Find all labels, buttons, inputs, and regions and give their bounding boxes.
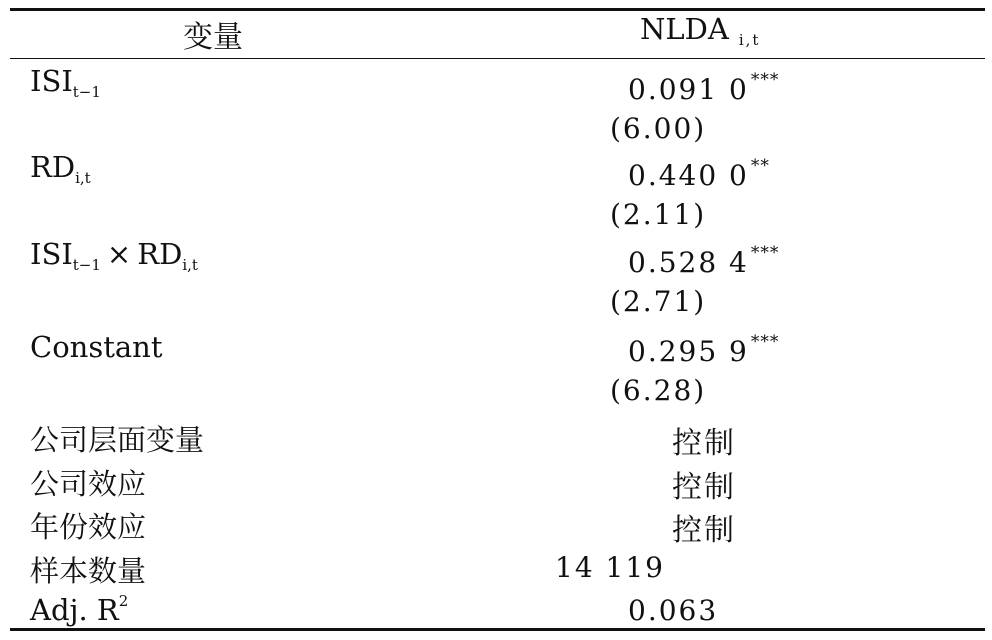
header-model	[640, 12, 760, 49]
table-bottom-rule	[10, 628, 985, 631]
row-label-year-effects: 年份效应	[30, 510, 147, 544]
table-top-rule	[10, 8, 985, 11]
row-label-constant: Constant	[30, 330, 163, 364]
control-firm-effects: 控制	[672, 470, 736, 505]
row-label-text: ISI	[30, 64, 73, 98]
row-label-text: Adj. R	[30, 593, 119, 627]
header-model-subscript: i,t	[738, 31, 761, 49]
times-symbol: ×	[106, 237, 132, 271]
coef-isi	[628, 70, 779, 106]
coef-constant	[628, 332, 779, 368]
control-firm-controls: 控制	[672, 426, 736, 461]
tstat-isi: (6.00)	[610, 112, 707, 145]
coef-value: 0.091 0	[628, 73, 749, 106]
row-label-sample: 样本数量	[30, 554, 147, 588]
header-variable: 变量	[183, 20, 243, 55]
sample-value: 14 119	[555, 551, 665, 584]
row-label-subscript: i,t	[75, 169, 91, 187]
adj-r2-value: 0.063	[628, 594, 719, 627]
tstat-isi-x-rd: (2.71)	[610, 285, 707, 318]
significance-stars: ***	[750, 70, 780, 90]
header-model-name: NLDA	[640, 12, 729, 46]
control-year-effects: 控制	[672, 513, 736, 548]
row-label-firm-controls: 公司层面变量	[30, 423, 205, 457]
table-header-rule	[10, 58, 985, 59]
row-label-text-2: RD	[137, 237, 183, 271]
coef-isi-x-rd	[628, 243, 779, 279]
row-label-isi-x-rd	[30, 237, 198, 274]
significance-stars: **	[750, 156, 770, 176]
coef-value: 0.440 0	[628, 159, 749, 192]
tstat-rd: (2.11)	[610, 198, 707, 231]
row-label-subscript-2: i,t	[182, 256, 198, 274]
significance-stars: ***	[750, 332, 780, 352]
superscript: 2	[118, 592, 129, 610]
row-label-text: RD	[30, 150, 76, 184]
row-label-rd	[30, 150, 91, 187]
coef-rd	[628, 156, 770, 192]
row-label-subscript: t−1	[72, 83, 101, 101]
significance-stars: ***	[750, 243, 780, 263]
row-label-isi	[30, 64, 101, 101]
coef-value: 0.295 9	[628, 335, 749, 368]
row-label-firm-effects: 公司效应	[30, 467, 147, 501]
coef-value: 0.528 4	[628, 246, 749, 279]
tstat-constant: (6.28)	[610, 374, 707, 407]
row-label-subscript: t−1	[72, 256, 101, 274]
row-label-adj-r2	[30, 592, 128, 627]
row-label-text: ISI	[30, 237, 73, 271]
